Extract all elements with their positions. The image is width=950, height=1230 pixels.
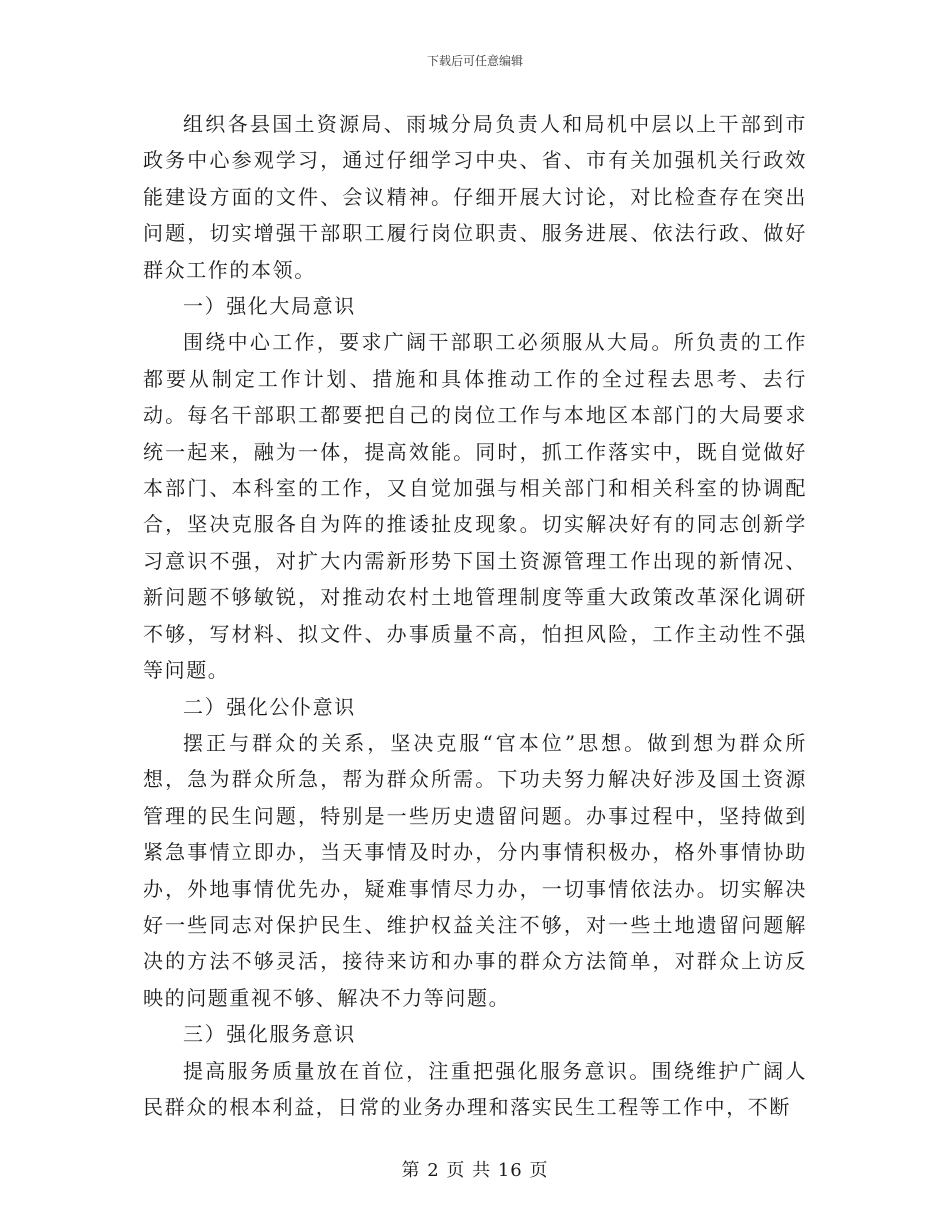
paragraph-overall-awareness: 围绕中心工作，要求广阔干部职工必须服从大局。所负责的工作都要从制定工作计划、措施和具体推动工作的全过程去思考、去行动。每名干部职工都要把自己的岗位工作与本地区本部门的大局要求统一起来，融为一体，提高效能。同时，抓工作落实中，既自觉做好本部门、本科室的工作，又自觉加强与相关部门和相关科室的协调配合，坚决克服各自为阵的推诿扯皮现象。切实解决好有的同志创新学习意识不强，对扩大内需新形势下国土资源管理工作出现的新情况、新问题不够敏锐，对推动农村土地管理制度等重大政策改革深化调研不够，写材料、拟文件、办事质量不高，怕担风险，工作主动性不强等问题。 — [143, 330, 807, 683]
document-body — [143, 106, 807, 1125]
page-number: 第 2 页 共 16 页 — [401, 1160, 549, 1181]
section-heading-public-servant-awareness: 二）强化公仆意识 — [183, 694, 356, 719]
section-heading-overall-awareness: 一）强化大局意识 — [183, 294, 356, 319]
paragraph-service-awareness: 提高服务质量放在首位，注重把强化服务意识。围绕维护广阔人民群众的根本利益，日常的业务办理和落实民生工程等工作中，不断 — [143, 1058, 807, 1119]
paragraph-public-servant-awareness: 摆正与群众的关系，坚决克服“官本位”思想。做到想为群众所想，急为群众所急，帮为群众所需。下功夫努力解决好涉及国土资源管理的民生问题，特别是一些历史遗留问题。办事过程中，坚持做到紧急事情立即办，当天事情及时办，分内事情积极办，格外事情协助办，外地事情优先办，疑难事情尽力办，一切事情依法办。切实解决好一些同志对保护民生、维护权益关注不够，对一些土地遗留问题解决的方法不够灵活，接待来访和办事的群众方法简单，对群众上访反映的问题重视不够、解决不力等问题。 — [143, 730, 807, 1010]
paragraph-intro: 组织各县国土资源局、雨城分局负责人和局机中层以上干部到市政务中心参观学习，通过仔细学习中央、省、市有关加强机关行政效能建设方面的文件、会议精神。仔细开展大讨论，对比检查存在突出问题，切实增强干部职工履行岗位职责、服务进展、依法行政、做好群众工作的本领。 — [143, 112, 807, 282]
section-heading-service-awareness: 三）强化服务意识 — [183, 1022, 356, 1047]
page-header: 下载后可任意编辑 — [426, 54, 523, 68]
